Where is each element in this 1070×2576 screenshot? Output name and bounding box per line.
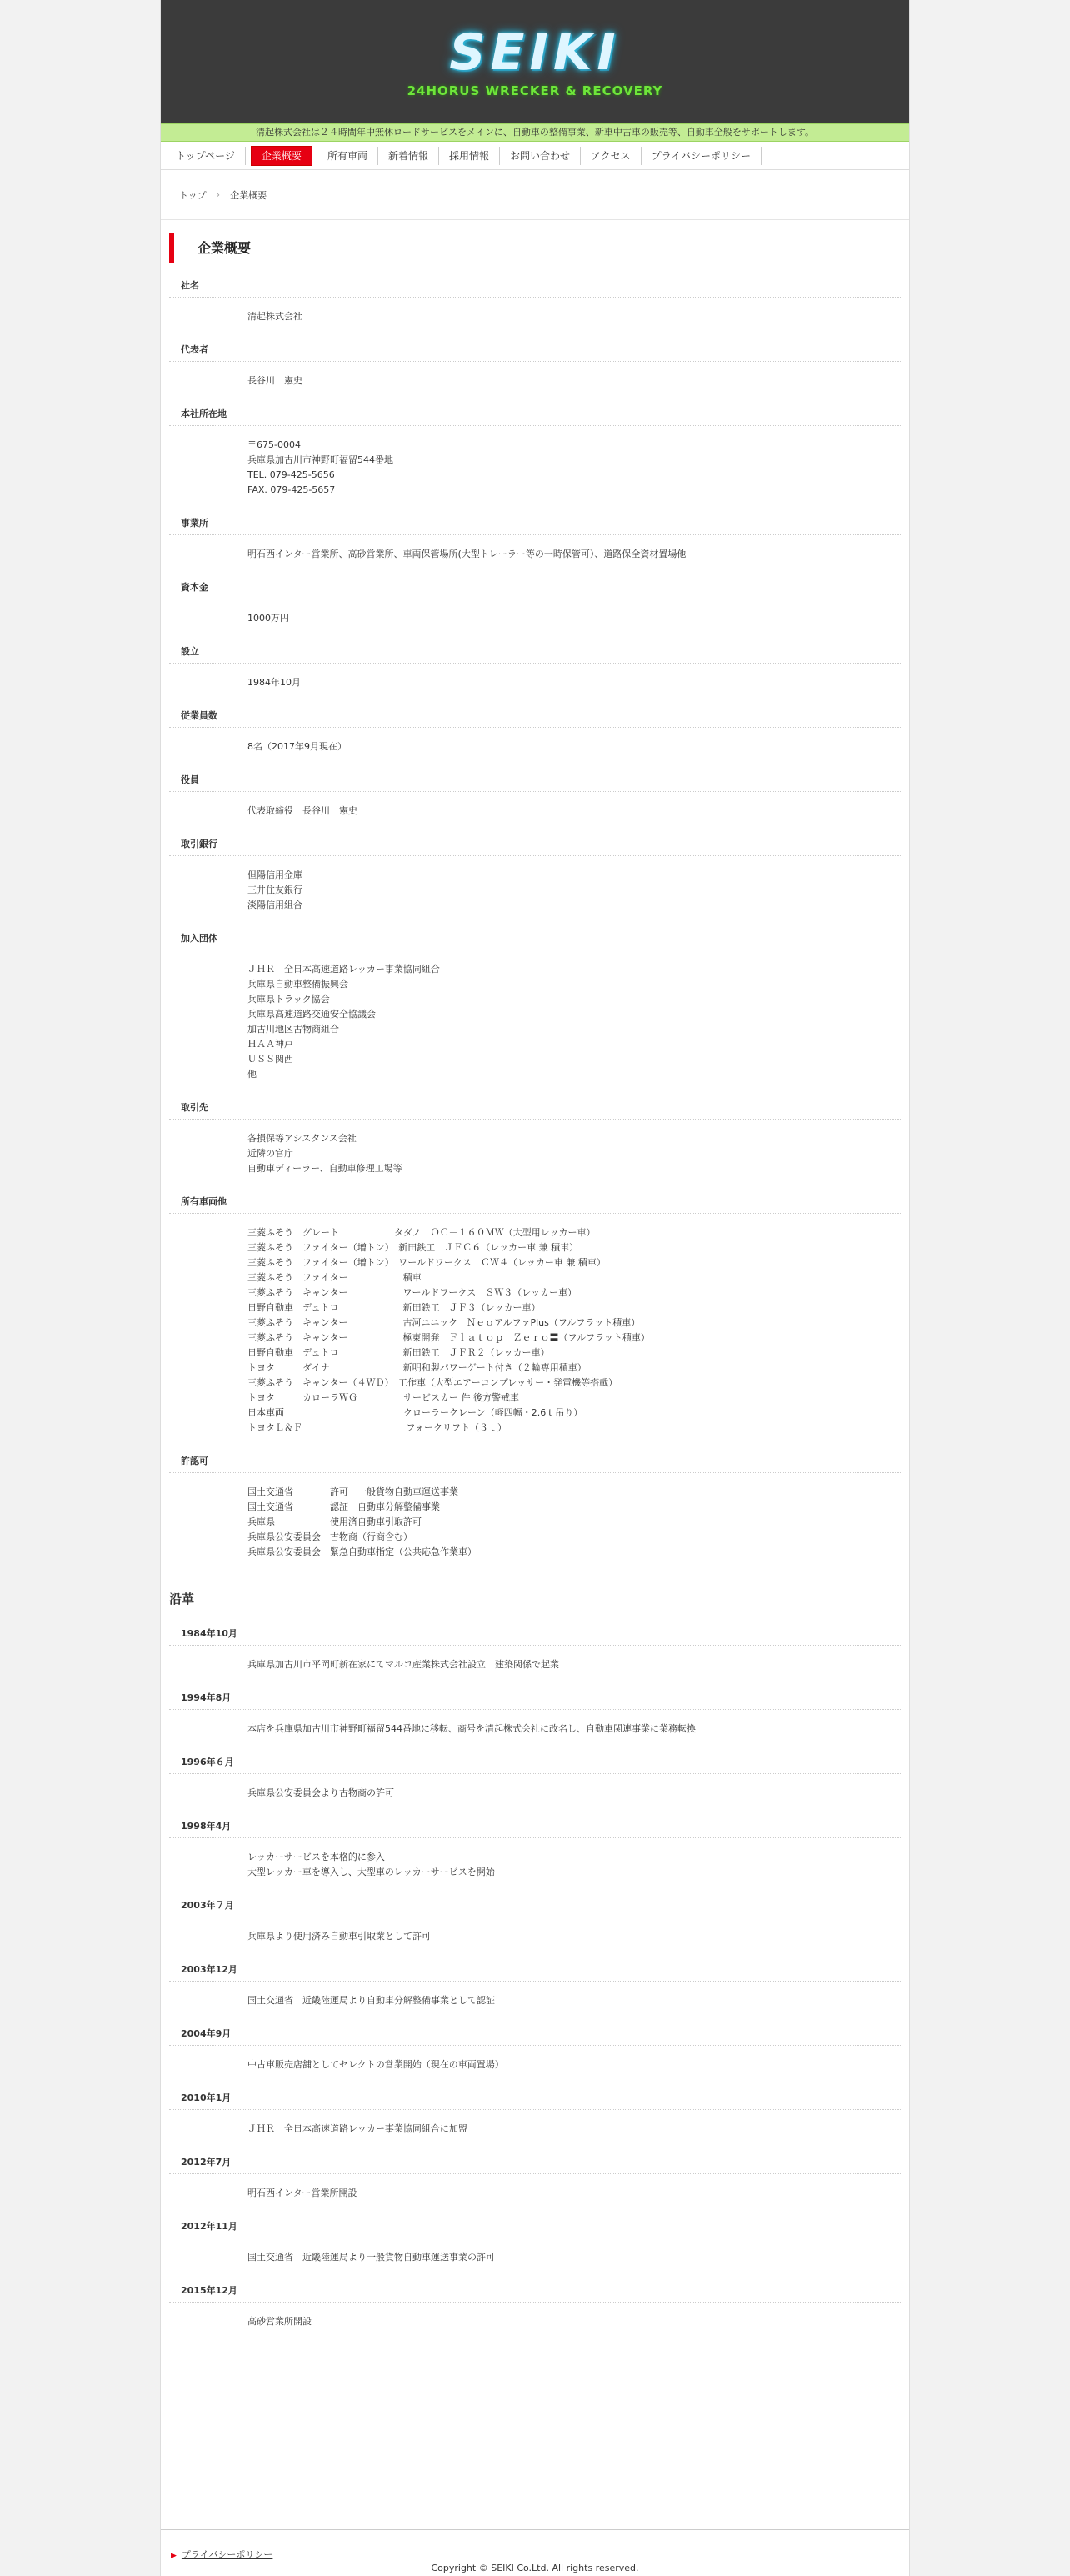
row-value-line: 〒675-0004 xyxy=(248,439,301,450)
row-value-line: 1984年10月 xyxy=(248,677,301,688)
row-label: 1998年4月 xyxy=(169,1812,901,1838)
global-nav xyxy=(161,142,909,170)
row-value-line: 三菱ふそう ファイター（増トン） ワールドワークス ＣＷ４（レッカー車 兼 積車） xyxy=(248,1257,606,1268)
nav-item-access[interactable]: アクセス xyxy=(581,147,642,165)
row-value-line: 三菱ふそう キャンター ワールドワークス ＳＷ３（レッカー車） xyxy=(248,1287,578,1298)
row-value xyxy=(169,599,901,638)
row-value xyxy=(169,362,901,400)
row-value-line: 淡陽信用組合 xyxy=(248,900,302,910)
row-label: 本社所在地 xyxy=(169,400,901,426)
row-value-line: 日野自動車 デュトロ 新田鉄工 ＪＦＲ２（レッカー車） xyxy=(248,1347,550,1358)
row-value xyxy=(169,1917,901,1956)
logo-subtitle: 24HORUS WRECKER & RECOVERY xyxy=(407,83,663,98)
nav-item-vehicles[interactable]: 所有車両 xyxy=(318,147,378,165)
row-value xyxy=(169,950,901,1094)
arrow-right-icon: ▶ xyxy=(171,2552,177,2560)
row-value-line: ＨＡＡ神戸 xyxy=(248,1039,293,1050)
row-value-line: 三菱ふそう キャンター 古河ユニック ＮｅｏアルファPlus（フルフラット積車） xyxy=(248,1317,641,1328)
row-label: 取引銀行 xyxy=(169,830,901,856)
breadcrumb-current: 企業概要 xyxy=(230,189,268,201)
row-value xyxy=(169,2303,901,2341)
nav-item-contact[interactable]: お問い合わせ xyxy=(500,147,581,165)
row-value-line: 長谷川 憲史 xyxy=(248,375,302,386)
row-label: 社名 xyxy=(169,272,901,298)
row-value xyxy=(169,535,901,574)
row-value xyxy=(169,2174,901,2213)
row-value-line: 代表取締役 長谷川 憲史 xyxy=(248,805,358,816)
row-value xyxy=(169,1774,901,1812)
row-value-line: 本店を兵庫県加古川市神野町福留544番地に移転、商号を清起株式会社に改名し、自動車関連事業に業務転換 xyxy=(248,1723,696,1734)
breadcrumb xyxy=(161,170,909,220)
row-value-line: 兵庫県自動車整備振興会 xyxy=(248,979,348,990)
row-value-line: 兵庫県 使用済自動車引取許可 xyxy=(248,1516,422,1527)
row-value xyxy=(169,1982,901,2020)
breadcrumb-home-link[interactable]: トップ xyxy=(179,189,207,201)
row-value-line: トヨタ ダイナ 新明和製パワーゲート付き（２輪専用積車） xyxy=(248,1362,587,1373)
row-label: 2003年12月 xyxy=(169,1956,901,1982)
row-value-line: 明石西インター営業所、高砂営業所、車両保管場所(大型トレーラー等の一時保管可）、道路保全資材置場他 xyxy=(248,549,687,559)
row-label: 2004年9月 xyxy=(169,2020,901,2046)
row-value-line: 高砂営業所開設 xyxy=(248,2316,312,2327)
row-label: 1994年8月 xyxy=(169,1684,901,1710)
row-value-line: 日本車両 クローラークレーン（軽四幅・2.6ｔ吊り） xyxy=(248,1407,583,1418)
row-value-line: 近隣の官庁 xyxy=(248,1148,293,1159)
row-value-line: 自動車ディーラー、自動車修理工場等 xyxy=(248,1163,402,1174)
tagline-bar: 清起株式会社は２４時間年中無休ロードサービスをメインに、自動車の整備事業、新車中古車の販売等、自動車全般をサポートします。 xyxy=(161,123,909,142)
row-value-line: 国土交通省 許可 一般貨物自動車運送事業 xyxy=(248,1486,458,1497)
row-value xyxy=(169,298,901,336)
row-value xyxy=(169,1473,901,1571)
nav-item-privacy[interactable]: プライバシーポリシー xyxy=(642,147,762,165)
row-value-line: TEL. 079-425-5656 xyxy=(248,469,335,480)
row-value-line: 三井住友銀行 xyxy=(248,885,302,895)
site-logo[interactable]: SEIKI xyxy=(449,23,621,82)
row-value-line: ＪＨＲ 全日本高速道路レッカー事業協同組合 xyxy=(248,964,440,975)
row-value-line: 三菱ふそう キャンター 極東開発 Ｆｌａｔｏｐ Ｚｅｒｏ〓（フルフラット積車） xyxy=(248,1332,650,1343)
company-history-list xyxy=(161,1611,909,2341)
row-value-line: 8名（2017年9月現在） xyxy=(248,741,347,752)
row-value-line: 三菱ふそう グレート タダノ ＯＣ－１６０ＭＷ（大型用レッカー車） xyxy=(248,1227,596,1238)
row-value xyxy=(169,856,901,925)
row-value-line: トヨタＬ＆Ｆ フォークリフト（３ｔ） xyxy=(248,1422,507,1433)
row-value-line: 清起株式会社 xyxy=(248,311,302,322)
nav-item-news[interactable]: 新着情報 xyxy=(378,147,439,165)
row-value-line: 中古車販売店舗としてセレクトの営業開始（現在の車両置場） xyxy=(248,2059,504,2070)
nav-item-recruit[interactable]: 採用情報 xyxy=(439,147,500,165)
row-value-line: トヨタ カローラＷＧ サービスカー 件 後方警戒車 xyxy=(248,1392,519,1403)
row-value xyxy=(169,792,901,830)
row-value-line: 三菱ふそう キャンター（４ＷＤ） 工作車（大型エアーコンプレッサー・発電機等搭載） xyxy=(248,1377,618,1388)
row-label: 1996年６月 xyxy=(169,1748,901,1774)
row-value-line: 兵庫県加古川市平岡町新在家にてマルコ産業株式会社設立 建築関係で起業 xyxy=(248,1659,559,1670)
nav-item-company[interactable]: 企業概要 xyxy=(251,146,312,166)
row-label: 代表者 xyxy=(169,336,901,362)
row-value xyxy=(169,728,901,766)
row-label: 許認可 xyxy=(169,1447,901,1473)
row-value-line: FAX. 079-425-5657 xyxy=(248,484,336,495)
row-label: 2003年７月 xyxy=(169,1892,901,1917)
row-value-line: 三菱ふそう ファイター 積車 xyxy=(248,1272,422,1283)
row-value-line: 兵庫県高速道路交通安全協議会 xyxy=(248,1009,376,1020)
footer-divider xyxy=(161,2529,909,2530)
row-value xyxy=(169,2046,901,2084)
row-value xyxy=(169,1120,901,1188)
breadcrumb-separator: › xyxy=(216,189,221,200)
row-label: 加入団体 xyxy=(169,925,901,950)
row-value-line: 国土交通省 認証 自動車分解整備事業 xyxy=(248,1501,440,1512)
row-label: 2010年1月 xyxy=(169,2084,901,2110)
copyright: Copyright © SEIKI Co.Ltd. All rights reserved. xyxy=(431,2563,639,2573)
row-value xyxy=(169,1646,901,1684)
row-value-line: 各損保等アシスタンス会社 xyxy=(248,1133,357,1144)
row-value-line: 三菱ふそう ファイター（増トン） 新田鉄工 ＪＦＣ６（レッカー車 兼 積車） xyxy=(248,1242,579,1253)
row-label: 2012年7月 xyxy=(169,2148,901,2174)
row-value xyxy=(169,1710,901,1748)
row-label: 1984年10月 xyxy=(169,1620,901,1646)
company-overview-list xyxy=(161,263,909,1571)
row-value-line: ＪＨＲ 全日本高速道路レッカー事業協同組合に加盟 xyxy=(248,2123,468,2134)
row-value xyxy=(169,1214,901,1447)
row-value xyxy=(169,2110,901,2148)
row-value-line: 国土交通省 近畿陸運局より自動車分解整備事業として認証 xyxy=(248,1995,495,2006)
row-label: 取引先 xyxy=(169,1094,901,1120)
row-value-line: ＵＳＳ関西 xyxy=(248,1054,293,1065)
row-value-line: 1000万円 xyxy=(248,613,289,624)
row-value-line: 兵庫県公安委員会より古物商の許可 xyxy=(248,1787,394,1798)
row-value-line: 大型レッカー車を導入し、大型車のレッカーサービスを開始 xyxy=(248,1867,495,1877)
row-value-line: 他 xyxy=(248,1069,257,1080)
row-value-line: 兵庫県加古川市神野町福留544番地 xyxy=(248,454,393,465)
row-value xyxy=(169,426,901,509)
row-value-line: 兵庫県公安委員会 緊急自動車指定（公共応急作業車） xyxy=(248,1546,477,1557)
site-header xyxy=(161,0,909,123)
row-value-line: 兵庫県公安委員会 古物商（行商含む） xyxy=(248,1531,412,1542)
row-value-line: 但陽信用金庫 xyxy=(248,870,302,880)
row-value-line: 国土交通省 近畿陸運局より一般貨物自動車運送事業の許可 xyxy=(248,2252,495,2263)
row-label: 事業所 xyxy=(169,509,901,535)
row-value-line: 兵庫県より使用済み自動車引取業として許可 xyxy=(248,1931,431,1942)
row-label: 2012年11月 xyxy=(169,2213,901,2238)
page xyxy=(160,0,910,2576)
nav-item-top[interactable]: トップページ xyxy=(166,147,246,165)
row-value-line: 明石西インター営業所開設 xyxy=(248,2188,358,2198)
row-value xyxy=(169,1838,901,1892)
history-title: 沿革 xyxy=(169,1590,901,1611)
row-label: 役員 xyxy=(169,766,901,792)
row-value-line: レッカーサービスを本格的に参入 xyxy=(248,1852,385,1862)
row-value xyxy=(169,664,901,702)
row-label: 所有車両他 xyxy=(169,1188,901,1214)
row-value xyxy=(169,2238,901,2277)
row-label: 2015年12月 xyxy=(169,2277,901,2303)
footer-privacy-link[interactable] xyxy=(171,2548,272,2561)
row-label: 資本金 xyxy=(169,574,901,599)
row-label: 設立 xyxy=(169,638,901,664)
row-label: 従業員数 xyxy=(169,702,901,728)
footer-privacy-label: プライバシーポリシー xyxy=(181,2549,273,2560)
page-title: 企業概要 xyxy=(169,233,901,263)
row-value-line: 日野自動車 デュトロ 新田鉄工 ＪＦ３（レッカー車） xyxy=(248,1302,541,1313)
row-value-line: 加古川地区古物商組合 xyxy=(248,1024,339,1035)
row-value-line: 兵庫県トラック協会 xyxy=(248,994,330,1005)
